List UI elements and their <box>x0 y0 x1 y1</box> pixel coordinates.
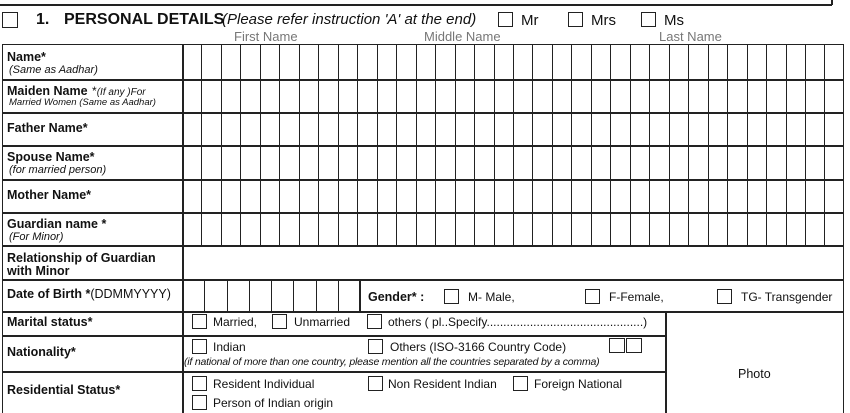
char-cell[interactable] <box>260 45 279 79</box>
char-cell[interactable] <box>610 80 629 112</box>
spouse-name-cells[interactable] <box>182 146 844 179</box>
char-cell[interactable] <box>201 45 220 79</box>
char-cell[interactable] <box>338 146 357 179</box>
char-cell[interactable] <box>494 45 513 79</box>
char-cell[interactable] <box>299 180 318 212</box>
photo-label: Photo <box>738 367 771 381</box>
maiden-label-asterisk: * <box>92 84 97 98</box>
char-cell[interactable] <box>824 213 843 245</box>
char-cell[interactable] <box>227 280 249 311</box>
marital-others-label: others ( pl..Specify...............................................) <box>388 315 648 329</box>
char-cell[interactable] <box>786 213 805 245</box>
char-cell[interactable] <box>688 146 707 179</box>
char-cell[interactable] <box>455 146 474 179</box>
char-cell[interactable] <box>396 180 415 212</box>
char-cell[interactable] <box>455 180 474 212</box>
char-cell[interactable] <box>357 180 376 212</box>
guardian-name-cells[interactable] <box>182 213 844 245</box>
char-cell[interactable] <box>532 45 551 79</box>
char-cell[interactable] <box>786 180 805 212</box>
char-cell[interactable] <box>708 80 727 112</box>
char-cell[interactable] <box>416 113 435 145</box>
char-cell[interactable] <box>494 146 513 179</box>
char-cell[interactable] <box>474 213 493 245</box>
maiden-label: Maiden Name <box>7 84 88 98</box>
char-cell[interactable] <box>688 113 707 145</box>
char-cell[interactable] <box>513 80 532 112</box>
gender-male-label: M- Male, <box>468 290 515 304</box>
char-cell[interactable] <box>435 113 454 145</box>
char-cell[interactable] <box>221 113 240 145</box>
gender-transgender-label: TG- Transgender <box>741 290 833 304</box>
char-cell[interactable] <box>513 146 532 179</box>
char-cell[interactable] <box>591 80 610 112</box>
char-cell[interactable] <box>727 146 746 179</box>
spouse-label: Spouse Name* <box>7 150 95 164</box>
char-cell[interactable] <box>494 113 513 145</box>
char-cell[interactable] <box>766 45 785 79</box>
char-cell[interactable] <box>630 80 649 112</box>
char-cell[interactable] <box>182 113 201 145</box>
foreign-national-checkbox[interactable] <box>513 376 528 391</box>
char-cell[interactable] <box>201 213 220 245</box>
char-cell[interactable] <box>435 146 454 179</box>
char-cell[interactable] <box>571 45 590 79</box>
char-cell[interactable] <box>571 213 590 245</box>
resident-individual-checkbox[interactable] <box>192 376 207 391</box>
char-cell[interactable] <box>805 180 824 212</box>
country-code-box-1[interactable] <box>609 338 625 353</box>
char-cell[interactable] <box>688 213 707 245</box>
char-cell[interactable] <box>338 213 357 245</box>
char-cell[interactable] <box>182 146 201 179</box>
char-cell[interactable] <box>649 113 668 145</box>
char-cell[interactable] <box>377 213 396 245</box>
char-cell[interactable] <box>279 45 298 79</box>
married-checkbox[interactable] <box>192 314 207 329</box>
char-cell[interactable] <box>805 45 824 79</box>
char-cell[interactable] <box>318 213 337 245</box>
char-cell[interactable] <box>747 180 766 212</box>
char-cell[interactable] <box>474 180 493 212</box>
char-cell[interactable] <box>455 213 474 245</box>
char-cell[interactable] <box>249 280 271 311</box>
char-cell[interactable] <box>201 113 220 145</box>
char-cell[interactable] <box>435 180 454 212</box>
mrs-checkbox[interactable] <box>568 12 583 27</box>
row-separator <box>2 279 844 281</box>
char-cell[interactable] <box>766 80 785 112</box>
mrs-label: Mrs <box>591 12 616 29</box>
char-cell[interactable] <box>271 280 293 311</box>
char-cell[interactable] <box>669 45 688 79</box>
maiden-note: (If any )For <box>96 87 146 98</box>
char-cell[interactable] <box>532 146 551 179</box>
char-cell[interactable] <box>786 45 805 79</box>
char-cell[interactable] <box>474 113 493 145</box>
char-cell[interactable] <box>513 180 532 212</box>
char-cell[interactable] <box>805 113 824 145</box>
section-checkbox[interactable] <box>2 12 18 28</box>
char-cell[interactable] <box>299 213 318 245</box>
gender-female-label: F-Female, <box>609 290 664 304</box>
char-cell[interactable] <box>357 45 376 79</box>
char-cell[interactable] <box>338 280 360 311</box>
char-cell[interactable] <box>688 180 707 212</box>
dob-label-row <box>7 287 171 301</box>
char-cell[interactable] <box>591 180 610 212</box>
char-cell[interactable] <box>610 146 629 179</box>
char-cell[interactable] <box>182 180 201 212</box>
foreign-national-label: Foreign National <box>534 377 623 391</box>
char-cell[interactable] <box>630 113 649 145</box>
char-cell[interactable] <box>435 80 454 112</box>
char-cell[interactable] <box>688 80 707 112</box>
char-cell[interactable] <box>610 213 629 245</box>
char-cell[interactable] <box>727 80 746 112</box>
char-cell[interactable] <box>669 113 688 145</box>
char-cell[interactable] <box>299 113 318 145</box>
marital-label: Marital status* <box>7 315 93 329</box>
char-cell[interactable] <box>377 80 396 112</box>
char-cell[interactable] <box>474 146 493 179</box>
nationality-others-label: Others (ISO-3166 Country Code) <box>390 340 567 354</box>
dob-end-divider <box>359 279 361 312</box>
char-cell[interactable] <box>416 180 435 212</box>
char-cell[interactable] <box>279 113 298 145</box>
char-cell[interactable] <box>552 213 571 245</box>
char-cell[interactable] <box>377 45 396 79</box>
gender-transgender-checkbox[interactable] <box>717 289 732 304</box>
ms-label: Ms <box>664 12 684 29</box>
char-cell[interactable] <box>221 180 240 212</box>
char-cell[interactable] <box>747 80 766 112</box>
spouse-sublabel: (for married person) <box>9 164 107 176</box>
char-cell[interactable] <box>766 113 785 145</box>
char-cell[interactable] <box>377 180 396 212</box>
char-cell[interactable] <box>279 80 298 112</box>
first-name-header: First Name <box>234 29 298 44</box>
name-cells[interactable] <box>182 45 844 79</box>
char-cell[interactable] <box>279 146 298 179</box>
nationality-indian-checkbox[interactable] <box>192 339 207 354</box>
char-cell[interactable] <box>260 146 279 179</box>
char-cell[interactable] <box>240 180 259 212</box>
char-cell[interactable] <box>630 45 649 79</box>
char-cell[interactable] <box>338 180 357 212</box>
row-separator <box>2 335 666 337</box>
char-cell[interactable] <box>455 45 474 79</box>
relationship-input[interactable] <box>184 247 843 278</box>
char-cell[interactable] <box>571 180 590 212</box>
char-cell[interactable] <box>669 146 688 179</box>
char-cell[interactable] <box>293 280 315 311</box>
mr-checkbox[interactable] <box>498 12 513 27</box>
char-cell[interactable] <box>338 45 357 79</box>
char-cell[interactable] <box>316 280 338 311</box>
top-border <box>0 4 832 6</box>
char-cell[interactable] <box>260 180 279 212</box>
char-cell[interactable] <box>513 45 532 79</box>
char-cell[interactable] <box>630 180 649 212</box>
char-cell[interactable] <box>532 213 551 245</box>
char-cell[interactable] <box>318 146 337 179</box>
last-name-header: Last Name <box>659 29 722 44</box>
char-cell[interactable] <box>240 113 259 145</box>
char-cell[interactable] <box>649 80 668 112</box>
char-cell[interactable] <box>494 213 513 245</box>
char-cell[interactable] <box>299 45 318 79</box>
char-cell[interactable] <box>552 113 571 145</box>
char-cell[interactable] <box>416 146 435 179</box>
mr-label: Mr <box>521 12 539 29</box>
char-cell[interactable] <box>630 213 649 245</box>
char-cell[interactable] <box>708 146 727 179</box>
char-cell[interactable] <box>474 80 493 112</box>
gender-label: Gender* : <box>368 290 425 304</box>
char-cell[interactable] <box>591 45 610 79</box>
char-cell[interactable] <box>240 146 259 179</box>
resident-individual-label: Resident Individual <box>213 377 315 391</box>
nri-checkbox[interactable] <box>368 376 383 391</box>
char-cell[interactable] <box>260 213 279 245</box>
char-cell[interactable] <box>532 113 551 145</box>
name-label: Name* <box>7 50 46 64</box>
char-cell[interactable] <box>747 146 766 179</box>
char-cell[interactable] <box>708 213 727 245</box>
dob-label: Date of Birth * <box>7 287 91 301</box>
char-cell[interactable] <box>786 146 805 179</box>
char-cell[interactable] <box>435 213 454 245</box>
guardian-label: Guardian name * <box>7 217 107 231</box>
char-cell[interactable] <box>474 45 493 79</box>
char-cell[interactable] <box>221 80 240 112</box>
char-cell[interactable] <box>338 113 357 145</box>
char-cell[interactable] <box>416 213 435 245</box>
char-cell[interactable] <box>747 45 766 79</box>
char-cell[interactable] <box>435 45 454 79</box>
char-cell[interactable] <box>610 45 629 79</box>
char-cell[interactable] <box>396 146 415 179</box>
char-cell[interactable] <box>708 180 727 212</box>
char-cell[interactable] <box>318 113 337 145</box>
gender-male-checkbox[interactable] <box>444 289 459 304</box>
name-sublabel: (Same as Aadhar) <box>9 64 98 76</box>
gender-female-checkbox[interactable] <box>585 289 600 304</box>
char-cell[interactable] <box>396 213 415 245</box>
mother-label: Mother Name* <box>7 188 92 202</box>
char-cell[interactable] <box>357 113 376 145</box>
dob-format: (DDMMYYYY) <box>90 287 171 301</box>
char-cell[interactable] <box>824 180 843 212</box>
section-instruction: (Please refer instruction 'A' at the end) <box>222 11 477 28</box>
char-cell[interactable] <box>552 45 571 79</box>
char-cell[interactable] <box>786 80 805 112</box>
char-cell[interactable] <box>396 113 415 145</box>
char-cell[interactable] <box>591 213 610 245</box>
char-cell[interactable] <box>260 113 279 145</box>
char-cell[interactable] <box>532 180 551 212</box>
nationality-note: (if national of more than one country, please mention all the countries separated by a comma) <box>184 356 600 368</box>
char-cell[interactable] <box>824 45 843 79</box>
char-cell[interactable] <box>357 213 376 245</box>
char-cell[interactable] <box>357 80 376 112</box>
char-cell[interactable] <box>630 146 649 179</box>
char-cell[interactable] <box>649 45 668 79</box>
char-cell[interactable] <box>786 113 805 145</box>
char-cell[interactable] <box>279 213 298 245</box>
char-cell[interactable] <box>279 180 298 212</box>
char-cell[interactable] <box>571 80 590 112</box>
char-cell[interactable] <box>338 80 357 112</box>
char-cell[interactable] <box>708 113 727 145</box>
char-cell[interactable] <box>513 113 532 145</box>
char-cell[interactable] <box>708 45 727 79</box>
char-cell[interactable] <box>494 180 513 212</box>
char-cell[interactable] <box>669 180 688 212</box>
char-cell[interactable] <box>727 45 746 79</box>
char-cell[interactable] <box>747 113 766 145</box>
char-cell[interactable] <box>747 213 766 245</box>
char-cell[interactable] <box>201 80 220 112</box>
char-cell[interactable] <box>201 146 220 179</box>
char-cell[interactable] <box>552 80 571 112</box>
char-cell[interactable] <box>552 146 571 179</box>
char-cell[interactable] <box>824 80 843 112</box>
char-cell[interactable] <box>455 113 474 145</box>
char-cell[interactable] <box>221 146 240 179</box>
char-cell[interactable] <box>377 113 396 145</box>
top-border-edge <box>831 0 833 5</box>
char-cell[interactable] <box>318 45 337 79</box>
char-cell[interactable] <box>649 213 668 245</box>
dob-cells[interactable] <box>182 280 360 311</box>
char-cell[interactable] <box>766 146 785 179</box>
char-cell[interactable] <box>805 80 824 112</box>
char-cell[interactable] <box>727 113 746 145</box>
ms-checkbox[interactable] <box>641 12 656 27</box>
photo-divider <box>665 311 667 413</box>
char-cell[interactable] <box>416 45 435 79</box>
relationship-label-line2: with Minor <box>7 264 70 278</box>
nationality-others-checkbox[interactable] <box>368 339 383 354</box>
char-cell[interactable] <box>532 80 551 112</box>
guardian-sublabel: (For Minor) <box>9 231 64 243</box>
char-cell[interactable] <box>299 146 318 179</box>
pio-checkbox[interactable] <box>192 395 207 410</box>
residential-label: Residential Status* <box>7 383 121 397</box>
father-name-cells[interactable] <box>182 113 844 145</box>
section-title: PERSONAL DETAILS <box>64 11 225 28</box>
unmarried-label: Unmarried <box>294 315 351 329</box>
char-cell[interactable] <box>571 113 590 145</box>
char-cell[interactable] <box>766 180 785 212</box>
section-number: 1. <box>36 11 50 28</box>
char-cell[interactable] <box>396 80 415 112</box>
char-cell[interactable] <box>591 146 610 179</box>
char-cell[interactable] <box>669 80 688 112</box>
unmarried-checkbox[interactable] <box>272 314 287 329</box>
maiden-name-cells[interactable] <box>182 80 844 112</box>
country-code-box-2[interactable] <box>626 338 642 353</box>
char-cell[interactable] <box>610 180 629 212</box>
char-cell[interactable] <box>824 146 843 179</box>
nationality-indian-label: Indian <box>213 340 246 354</box>
char-cell[interactable] <box>396 45 415 79</box>
pio-label: Person of Indian origin <box>213 396 334 410</box>
char-cell[interactable] <box>805 213 824 245</box>
relationship-label-line1: Relationship of Guardian <box>7 251 156 265</box>
father-label: Father Name* <box>7 121 88 135</box>
char-cell[interactable] <box>182 213 201 245</box>
middle-name-header: Middle Name <box>424 29 501 44</box>
row-separator <box>2 311 844 313</box>
char-cell[interactable] <box>494 80 513 112</box>
mother-name-cells[interactable] <box>182 180 844 212</box>
char-cell[interactable] <box>221 45 240 79</box>
char-cell[interactable] <box>260 80 279 112</box>
char-cell[interactable] <box>824 113 843 145</box>
nationality-label: Nationality* <box>7 345 76 359</box>
char-cell[interactable] <box>727 180 746 212</box>
char-cell[interactable] <box>182 80 201 112</box>
nri-label: Non Resident Indian <box>388 377 497 391</box>
char-cell[interactable] <box>182 45 201 79</box>
char-cell[interactable] <box>240 45 259 79</box>
char-cell[interactable] <box>318 80 337 112</box>
char-cell[interactable] <box>610 113 629 145</box>
char-cell[interactable] <box>318 180 337 212</box>
char-cell[interactable] <box>513 213 532 245</box>
char-cell[interactable] <box>552 180 571 212</box>
char-cell[interactable] <box>204 280 226 311</box>
char-cell[interactable] <box>571 146 590 179</box>
char-cell[interactable] <box>669 213 688 245</box>
char-cell[interactable] <box>240 213 259 245</box>
maiden-sublabel: Married Women (Same as Aadhar) <box>9 97 156 108</box>
married-label: Married, <box>213 315 258 329</box>
char-cell[interactable] <box>591 113 610 145</box>
char-cell[interactable] <box>649 146 668 179</box>
char-cell[interactable] <box>221 213 240 245</box>
char-cell[interactable] <box>299 80 318 112</box>
char-cell[interactable] <box>377 146 396 179</box>
char-cell[interactable] <box>240 80 259 112</box>
marital-others-checkbox[interactable] <box>367 314 382 329</box>
char-cell[interactable] <box>688 45 707 79</box>
char-cell[interactable] <box>416 80 435 112</box>
char-cell[interactable] <box>727 213 746 245</box>
char-cell[interactable] <box>455 80 474 112</box>
char-cell[interactable] <box>805 146 824 179</box>
char-cell[interactable] <box>357 146 376 179</box>
char-cell[interactable] <box>766 213 785 245</box>
char-cell[interactable] <box>182 280 204 311</box>
char-cell[interactable] <box>649 180 668 212</box>
char-cell[interactable] <box>201 180 220 212</box>
row-separator <box>2 371 666 373</box>
